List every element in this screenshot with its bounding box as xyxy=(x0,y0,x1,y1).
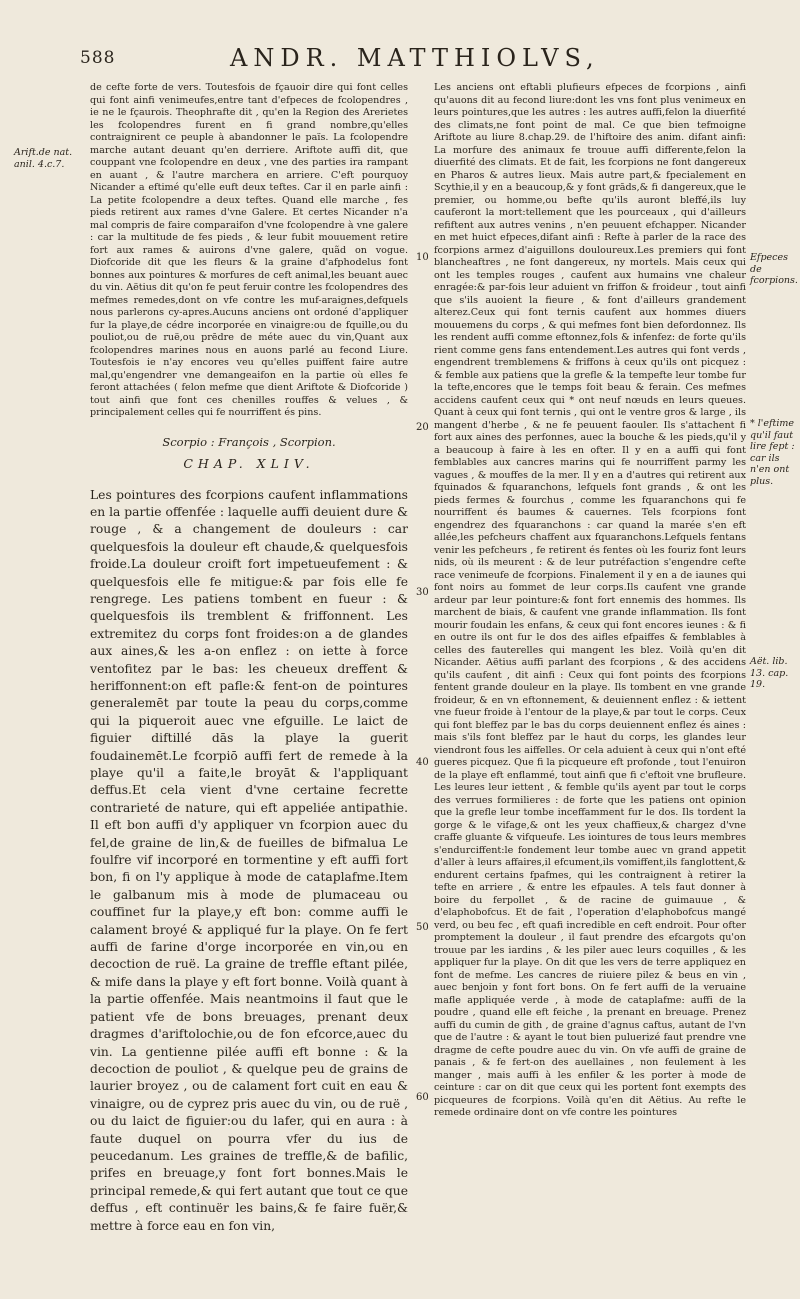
line-number-20: 20 xyxy=(416,422,429,433)
page-number: 588 xyxy=(80,48,116,68)
chapter-title: CHAP. XLIV. xyxy=(183,456,315,471)
running-title: ANDR. MATTHIOLVS, xyxy=(230,44,600,72)
line-number-30: 30 xyxy=(416,587,429,598)
paragraph-scolopendres: de cefte forte de vers. Toutesfois de fçauoir dire qui font celles qui font ainfi venimeufes,entre tant d'efpeces de fcolopendres , ie ne le fçaurois. Theophrafte dit , qu'en la Region des Arerietes les fcolopendres furent en fi grand nombre,qu'elles contraignirent ce peuple à abandonner le païs. La fcolopendre marche autant deuant qu'en derriere. Ariftote auffi dit, que couppant vne fcolopendre en deux , vne des parties ira rampant en auant , & l'autre marchera en arriere. C'eft pourquoy Nicander a eftimé qu'elle euft deux teftes. Car il en parle ainfi : La petite fcolopendre a deux teftes. Quand elle marche , fes pieds retirent aux rames d'vne Galere. Et certes Nicander n'a mal compris de faire comparaifon d'vne fcolopendre à vne galere : car la multitude de fes pieds , & leur fubit mouuement retire fort aux rames & auirons d'vne galere, quãd on vogue. Diofcoride dit que les fleurs & la graine d'afphodelus font bonnes aux pointures & morfures de ceft animal,les beuant auec du vin. Aëtius dit qu'on fe peut feruir contre les fcolopendres des mefmes remedes,dont on vfe contre les muf-araignes,defquels nous parlerons cy-apres.Aucuns anciens ont ordoné d'appliquer fur la playe,de cédre incorporée en vinaigre:ou de fquille,ou du pouliot,ou de ruë,ou prēdre de méte auec du vin,Quant aux fcolopendres marines nous en auons parlé au fecond Liure. Toutesfois ie n'ay encores veu qu'elles puiffent faire autre mal,qu'engendrer vne demangeaifon en la partie où elles fe feront attachées ( felon mefme que dient Ariftote & Diofcoride ) tout ainfi que font ces chenilles rouffes & velues , & principalement celles qui fe nourriffent és pins. xyxy=(90,82,408,418)
page-header xyxy=(80,44,780,74)
line-number-60: 60 xyxy=(416,1092,429,1103)
left-column xyxy=(90,82,408,1235)
margin-note-species: Efpeces de fcorpions. xyxy=(750,252,798,286)
chapter-name: Scorpio : François , Scorpion. xyxy=(162,434,336,449)
margin-note-aetius: Aët. lib. 13. cap. 19. xyxy=(750,656,789,690)
line-number-10: 10 xyxy=(416,252,429,263)
margin-note-estime: * l'eftime qu'il faut lire fept : car ils n'en ont plus. xyxy=(750,418,795,487)
paragraph-especes-scorpions: Les anciens ont eftabli plufieurs efpeces de fcorpions , ainfi qu'auons dit au fecond liure:dont les vns font plus venimeux en leurs pointures,que les autres : les autres auffi,felon la diuerfité des climats,ne font point de mal. Ce que bien tefmoigne Ariftote au liure 8.chap.29. de l'hiftoire des anim. difant ainfi: La morfure des animaux fe trouue auffi differente,felon la diuerfité des climats. Et de fait, les fcorpions ne font dangereux en Pharos & autres lieux. Mais autre part,& fpecialement en Scythie,il y en a beaucoup,& y font grāds,& fi dangereux,que le premier, ou homme,ou befte qu'ils auront bleffé,ils luy cauferont la mort:tellement que les pourceaux , qui d'ailleurs refiftent aux autres venins , n'en peuuent efchapper. Nicander en met huict efpeces,difant ainfi : Refte à parler de la race des fcorpions armez d'aiguillons douloureux.Les premiers qui font blancheaftres , ne font dangereux, ny mortels. Mais ceux qui ont les temples rouges , caufent aux humains vne chaleur enragée:& par-fois leur aduient vn friffon & froideur , tout ainfi que s'ils auoient la fieure , & font d'ailleurs grandement alterez.Ceux qui font ternis caufent aux hommes diuers mouuemens du corps , & qui mefmes font bien defordonnez. Ils les rendent auffi comme eftonnez,fols & infenfez: de forte qu'ils rient comme gens fans entendement.Les autres qui font verds , engendrent tremblemens & friffons à ceux qu'ils ont picquez : & femble aux patiens que la grefle & la tempefte leur tombe fur la tefte,encores que le temps foit beau & ferain. Ces mefmes accidens caufent ceux qui * ont neuf nœuds en leurs queues. Quant à ceux qui font ternis , qui ont le ventre gros & large , ils mangent d'herbe , & ne fe peuuent faouler. Ils s'attachent fi fort aux aines des perfonnes, auec la bouche & les pieds,qu'il y a beaucoup à faire à les en ofter. Il y en a auffi qui font femblables aux cancres marins qui fe nourriffent parmy les vagues , & mouffes de la mer. Il y en a d'autres qui retirent aux fquinados & fquaranchons, lefquels font grands , & ont les pieds fermes & fourchus , comme les fquaranchons qui fe nourriffent és baumes & cauernes. Tels fcorpions font engendrez des fquaranchons : car quand la marée s'en eft allée,les pefcheurs chaffent aux fquaranchons.Lefquels fentans venir les pefcheurs , fe retirent és fentes où les fouriz font leurs nids, où ils meurent : & de leur putréfaction s'engendre cefte race venimeufe de fcorpions. Finalement il y en a de iaunes qui font noirs au fommet de leur corps.Ils caufent vne grande ardeur par leur pointure:& font fort ennemis des hommes. Ils marchent de biais, & caufent vne grande inflammation. Ils font mourir foudain les enfans, & ceux qui font encores ieunes : & fi en outre ils ont fur le dos des aifles efpaiffes & femblables à celles des fauterelles qui mangent les blez. Voilà qu'en dit Nicander. Aëtius auffi parlant des fcorpions , & des accidens qu'ils caufent , dit ainfi : Ceux qui font points des fcorpions fentent grande douleur en la playe. Ils tombent en vne grande froideur, & en vn eftonnement, & deuiennent enflez : & iettent vne fueur froide à l'entour de la playe,& par tout le corps. Ceux qui font bleffez par le bas du corps deuiennent enflez és aines : mais s'ils font bleffez par le haut du corps, les glandes leur viendront fous les aiffelles. Or cela aduient à ceux qui n'ont efté gueres picquez. Que fi la picqueure eft profonde , tout l'enuiron de la playe eft enflammé, tout ainfi que fi c'eftoit vne brufleure. Les leures leur iettent , & femble qu'ils ayent par tout le corps des verrues formilieres : de forte que les patiens ont opinion que la grefle leur tombe inceffamment fur le dos. Ils tordent la gorge & le vifage,& ont les yeux chaffieux,& chargez d'vne craffe gluante & vifqueufe. Les iointures de tous leurs membres s'endurciffent:le fondement leur tombe auec vn grand appetit d'aller à leurs affaires,il efcument,ils vomiffent,ils fanglottent,& endurent certains fpafmes, qui les contraignent à retirer la tefte en arriere , & entre les efpaules. A tels faut donner à boire du ferpollet , & de racine de guimauue , & d'elaphobofcus. Et de fait , l'operation d'elaphobofcus mangé verd, ou beu fec , eft quafi incredible en ceft endroit. Pour ofter promptement la douleur , il faut prendre des efcargots qu'on trouue par les iardins , & les piler auec leurs coquilles , & les appliquer fur la playe. On dit que les vers de terre appliquez en font de mefme. Les cancres de riuiere pilez & beus en vin , auec benjoin y font fort bons. On fe fert auffi de la veruaine mafle appliquée verde , à mode de cataplafme: auffi de la poudre , quand elle eft feiche , la prenant en breuage. Prenez auffi du cumin de gith , de graine d'agnus caftus, autant de l'vn que de l'autre : & ayant le tout bien puluerizé faut prendre vne dragme de cefte poudre auec du vin. On vfe auffi de graine de panais , & fe fert-on des auellaines , non feulement à les manger , mais auffi à les enfiler & les porter à mode de ceinture : car on dit que ceux qui les portent font exempts des picqueures de fcorpions. Voilà qu'en dit Aëtius. Au refte le remede ordinaire dont on vfe contre les pointures xyxy=(434,82,746,1118)
right-column xyxy=(434,82,746,1120)
paragraph-pointures: Les pointures des fcorpions caufent inflammations en la partie offenfée : laquelle auffi deuient dure & rouge , & a changement de douleurs : car quelquesfois la douleur eft chaude,& quelquesfois froide.La douleur croift fort impetueufement : & quelquesfois elle fe mitigue:& par fois elle fe rengrege. Les patiens tombent en fueur : & quelquesfois ils tremblent & friffonnent. Les extremitez du corps font froides:on a de glandes aux aines,& les a-on enflez : on iette à force ventofitez par le bas: les cheueux dreffent & heriffonnent:on eft pafle:& fent-on de pointures generalemēt par toute la peau du corps,comme qui la piqueroit auec vne efguille. Le laict de figuier diftillé dās la playe la guerit foudainemēt.Le fcorpiō auffi fert de remede à la playe qu'il a faite,le broyāt & l'appliquant deffus.Et cela vient d'vne certaine fecrette contrarieté de nature, qui eft appeliée antipathie. Il eft bon auffi d'y appliquer vn fcorpion auec du fel,de graine de lin,& de fueilles de bifmalua Le foulfre vif incorporé en tormentine y eft auffi fort bon, fi on l'y applique à mode de cataplafme.Item le galbanum mis à mode de plumaceau ou couffinet fur la playe,y eft bon: comme auffi le calament broyé & appliqué fur la playe. On fe fert auffi de farine d'orge incorporée en vin,ou en decoction de ruë. La graine de treffle eftant pilée, & mife dans la playe y eft fort bonne. Voilà quant à la partie offenfée. Mais neantmoins il faut que le patient vfe de bons breuages, prenant deux dragmes d'ariftolochie,ou de fon efcorce,auec du vin. La gentienne pilée auffi eft bonne : & la decoction de pouliot , & quelque peu de grains de laurier broyez , ou de calament fort cuit en eau & vinaigre, ou de cyprez pris auec du vin, ou de ruë , ou du laict de figuier:ou du lafer, qui en aura : à faute duquel on pourra vfer du ius de peucedanum. Les graines de treffle,& de bafilic, prifes en breuage,y font fort bonnes.Mais le principal remede,& qui fert autant que tout ce que deffus , eft continuër les bains,& fe faire fuër,& mettre à force eau en fon vin, xyxy=(90,487,408,1233)
margin-note-aristotle: Arift.de nat. anil. 4.c.7. xyxy=(14,147,73,170)
line-number-40: 40 xyxy=(416,757,429,768)
line-number-50: 50 xyxy=(416,922,429,933)
